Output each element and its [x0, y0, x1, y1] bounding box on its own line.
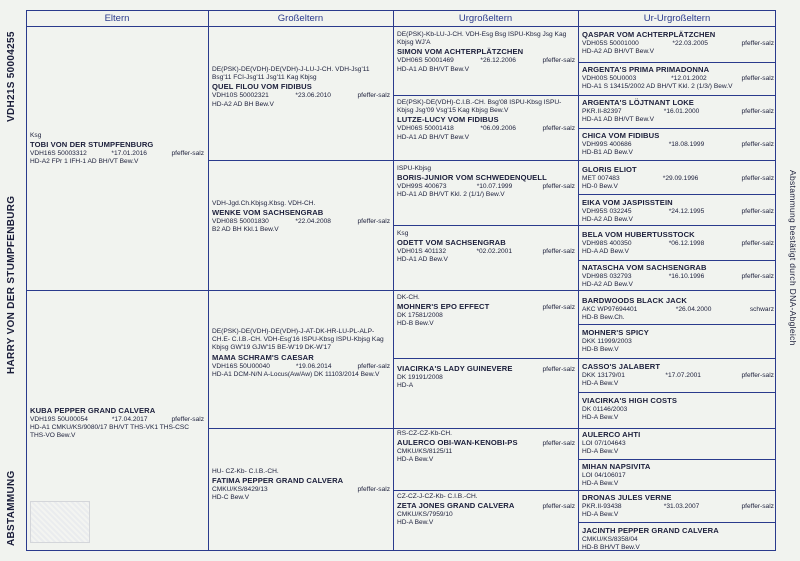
gggp5-color: pfeffer-salz	[741, 175, 774, 182]
ggp2-date: *06.09.2006	[480, 125, 516, 133]
row-divider	[208, 428, 776, 429]
ggp4-titles: Ksg	[397, 230, 409, 237]
gggp15-reg: PKR.II-93438	[582, 503, 622, 510]
gggp15-health: HD-A Bew.V	[582, 511, 619, 519]
col-divider	[578, 10, 579, 551]
row-divider	[393, 95, 776, 96]
gggp6-color: pfeffer-salz	[741, 208, 774, 215]
ggp2-color: pfeffer-salz	[542, 125, 575, 133]
gggp1-health: HD-A2 AD BH/VT Bew.V	[582, 48, 655, 56]
gggp2-date: *12.01.2002	[671, 75, 707, 82]
ggp2-titles: DE(PSK)-DE(VDH)-C.I.B.-CH. Bsg'08 ISPU-Kbsg ISPU-Kbjsg Jsg'09 Vsg'15 Kag Kbjsg Bew.V	[397, 99, 562, 115]
grandparent-4	[212, 468, 390, 503]
gggp7-name: BELA VOM HUBERTUSSTOCK	[582, 230, 695, 239]
gp3-name: MAMA SCHRAM'S CAESAR	[212, 352, 314, 362]
gp4-name: FATIMA PEPPER GRAND CALVERA	[212, 476, 344, 486]
gggp9-color: schwarz	[749, 306, 774, 313]
ggp5-color: pfeffer-salz	[542, 304, 575, 311]
gggp1-color: pfeffer-salz	[741, 40, 774, 47]
parent-dam	[30, 406, 204, 441]
gp2-titles: VDH-Jgd.Ch.Kbjsg.Kbsg. VDH-CH.	[212, 200, 316, 207]
ggp7-titles: RS-CZ-CZ-Kb-CH.	[397, 430, 452, 437]
gp4-reg: CMKU/KS/8429/13	[212, 486, 268, 494]
ggp6-health: HD-A	[397, 382, 414, 390]
ggp4-health: HD-A1 AD Bew.V	[397, 256, 448, 264]
gp1-color: pfeffer-salz	[357, 92, 390, 100]
gg-grandparent-9	[582, 296, 774, 322]
ggp4-color: pfeffer-salz	[542, 248, 575, 256]
sire-health: HD-A2 FPr 1 IFH-1 AD BH/VT Bew.V	[30, 158, 139, 166]
ggp1-health: HD-A1 AD BH/VT Bew.V	[397, 65, 470, 73]
gp1-date: *23.06.2010	[295, 92, 331, 100]
sire-color: pfeffer-salz	[171, 150, 204, 158]
gp2-reg: VDH08S 50001830	[212, 218, 269, 226]
ggp1-reg: VDH06S 50001469	[397, 57, 454, 65]
grandparent-2	[212, 200, 390, 235]
gggp4-health: HD-B1 AD Bew.V	[582, 149, 633, 157]
row-divider	[578, 392, 776, 393]
gg-grandparent-1	[582, 30, 774, 56]
gggp9-date: *26.04.2000	[675, 306, 712, 313]
ggp8-titles: CZ-CZ-J-CZ-Kb- C.I.B.-CH.	[397, 493, 478, 500]
gggp6-date: *24.12.1995	[668, 208, 705, 215]
gggp3-name: ARGENTA'S LÖJTNANT LOKE	[582, 98, 694, 107]
great-grandparent-5	[397, 294, 575, 329]
gggp3-health: HD-A1 AD BH/VT Bew.V	[582, 116, 655, 124]
gp1-name: QUEL FILOU VOM FIDIBUS	[212, 82, 312, 92]
ggp3-health: HD-A1 AD BH/VT Kkl. 2 (1/1/) Bew.V	[397, 191, 505, 199]
gggp4-color: pfeffer-salz	[741, 141, 774, 148]
gp3-health: HD-A1 DCM-N/N A-Locus(Aw/Aw) DK 11103/2014 Bew.V	[212, 370, 380, 378]
gggp5-reg: MET 007483	[582, 175, 620, 182]
great-grandparent-7	[397, 430, 575, 465]
ggp4-name: ODETT VOM SACHSENGRAB	[397, 238, 506, 248]
row-divider	[578, 128, 776, 129]
gggp2-name: ARGENTA'S PRIMA PRIMADONNA	[582, 65, 710, 74]
gggp3-date: *16.01.2000	[663, 108, 700, 115]
header-parents: Eltern	[26, 10, 208, 27]
ggp5-reg: DK 17581/2008	[397, 312, 443, 320]
gg-grandparent-7	[582, 230, 774, 256]
sire-date: *17.01.2016	[111, 150, 147, 158]
row-divider	[26, 290, 776, 291]
gg-grandparent-2	[582, 65, 774, 91]
row-divider	[578, 194, 776, 195]
dam-reg: VDH19S 50U00054	[30, 416, 88, 423]
ggp4-reg: VDH01S 401132	[397, 248, 446, 256]
gggp16-health: HD-B BH/VT Bew.V	[582, 544, 640, 552]
watermark-qr	[30, 501, 90, 543]
gggp5-health: HD-0 Bew.V	[582, 183, 618, 191]
great-grandparent-2	[397, 99, 575, 142]
gggp1-name: QASPAR VOM ACHTERPLÄTZCHEN	[582, 30, 716, 39]
gp3-date: *19.06.2014	[295, 362, 332, 370]
gp4-color: pfeffer-salz	[357, 486, 390, 494]
row-divider	[208, 160, 776, 161]
gggp6-reg: VDH95S 032245	[582, 208, 632, 215]
sire-tag: Ksg	[30, 132, 42, 139]
great-grandparent-1	[397, 31, 575, 74]
gggp7-reg: VDH98S 400350	[582, 240, 632, 247]
side-section-label: ABSTAMMUNG	[6, 470, 17, 546]
gg-grandparent-15	[582, 493, 774, 519]
gggp5-date: *29.09.1996	[662, 175, 699, 182]
gggp12-reg: DK 01146/2003	[582, 406, 628, 413]
row-divider	[578, 62, 776, 63]
gggp11-health: HD-A Bew.V	[582, 380, 619, 388]
gggp14-health: HD-A Bew.V	[582, 480, 619, 488]
ggp1-color: pfeffer-salz	[542, 57, 575, 65]
gggp15-color: pfeffer-salz	[741, 503, 774, 510]
gggp7-health: HD-A AD Bew.V	[582, 248, 629, 256]
ggp2-name: LUTZE-LUCY VOM FIDIBUS	[397, 115, 499, 125]
gg-grandparent-11	[582, 362, 774, 388]
ggp2-health: HD-A1 AD BH/VT Bew.V	[397, 133, 470, 141]
row-divider	[393, 225, 776, 226]
dam-date: *17.04.2017	[111, 416, 148, 423]
gp2-health: B2 AD BH Kkl.1 Bew.V	[212, 226, 279, 234]
ggp8-color: pfeffer-salz	[542, 503, 575, 510]
gggp11-date: *17.07.2001	[665, 372, 701, 379]
gggp1-reg: VDH05S 50001000	[582, 40, 639, 47]
ggp6-reg: DK 19191/2008	[397, 374, 443, 381]
header-grandparents: Großeltern	[208, 10, 393, 27]
gggp7-color: pfeffer-salz	[741, 240, 774, 247]
gggp9-health: HD-B Bew.Ch.	[582, 314, 625, 322]
row-divider	[578, 324, 776, 325]
gggp7-date: *06.12.1998	[668, 240, 705, 247]
gp3-color: pfeffer-salz	[357, 362, 390, 370]
great-grandparent-3	[397, 165, 575, 200]
gp3-titles: DE(PSK)-DE(VDH)-DE(VDH)-J-AT-DK-HR-LU-PL-ALP-CH.E- C.I.B.-CH. VDH-Esg'16 ISPU-Kbsg ISPU-Kbjsg Kag Kbjsg GW'19 GJW'15 BE-W'19 DK-W'17	[212, 328, 384, 352]
gg-grandparent-6	[582, 198, 774, 224]
gp2-date: *22.04.2008	[295, 218, 331, 226]
ggp1-name: SIMON VOM ACHTERPLÄTZCHEN	[397, 47, 524, 57]
gggp9-name: BARDWOODS BLACK JACK	[582, 296, 687, 305]
gggp11-name: CASSO'S JALABERT	[582, 362, 661, 371]
gggp10-reg: DKK 11999/2003	[582, 338, 632, 345]
dam-health-2: THS-VO Bew.V	[30, 432, 76, 440]
gggp8-date: *16.10.1996	[668, 273, 705, 280]
gp3-reg: VDH16S 50U00040	[212, 362, 270, 370]
dam-name: KUBA PEPPER GRAND CALVERA	[30, 406, 156, 415]
gp1-health: HD-A2 AD BH Bew.V	[212, 100, 274, 108]
gp1-titles: DE(PSK)-DE(VDH)-DE(VDH)-J-LU-J-CH. VDH-Jsg'11 Bsg'11 FCI-Jsg'11 Jsg'11 Kag Kbjsg	[212, 66, 370, 82]
gggp10-name: MOHNER'S SPICY	[582, 328, 649, 337]
gg-grandparent-8	[582, 263, 774, 289]
gggp16-name: JACINTH PEPPER GRAND CALVERA	[582, 526, 719, 535]
ggp3-date: *10.07.1999	[476, 183, 513, 191]
sire-name: TOBI VON DER STUMPFENBURG	[30, 140, 154, 150]
gp2-name: WENKE VOM SACHSENGRAB	[212, 208, 324, 218]
gggp4-name: CHICA VOM FIDIBUS	[582, 131, 660, 140]
ggp7-color: pfeffer-salz	[542, 440, 575, 447]
gp4-health: HD-C Bew.V	[212, 494, 250, 502]
ggp3-reg: VDH99S 400673	[397, 183, 447, 191]
gggp6-name: EIKA VOM JASPISSTEIN	[582, 198, 673, 207]
row-divider	[393, 490, 776, 491]
gggp3-reg: PKR.II-82397	[582, 108, 622, 115]
ggp7-health: HD-A Bew.V	[397, 456, 434, 464]
gggp11-reg: DKK 13179/01	[582, 372, 625, 379]
gggp4-date: *18.08.1999	[668, 141, 705, 148]
sire-reg: VDH16S 50003312	[30, 150, 87, 158]
gg-grandparent-13	[582, 430, 774, 456]
grandparent-3	[212, 328, 390, 379]
row-divider	[393, 358, 776, 359]
ggp4-date: *02.02.2001	[476, 248, 513, 256]
side-dog-name: HARRY VON DER STUMPFENBURG	[6, 195, 17, 374]
row-divider	[578, 260, 776, 261]
gggp3-color: pfeffer-salz	[741, 108, 774, 115]
dam-health: HD-A1 CMKU/KS/9080/17 BH/VT THS-VK1 THS-CSC	[30, 424, 190, 432]
col-divider	[208, 10, 209, 551]
gp1-reg: VDH10S 50002321	[212, 92, 269, 100]
ggp2-reg: VDH06S 50001418	[397, 125, 454, 133]
gp2-color: pfeffer-salz	[357, 218, 390, 226]
gggp4-reg: VDH99S 400686	[582, 141, 632, 148]
row-divider	[578, 459, 776, 460]
gg-grandparent-16	[582, 526, 774, 552]
gggp13-name: AULERCO AHTI	[582, 430, 641, 439]
gggp8-health: HD-A2 AD Bew.V	[582, 281, 633, 289]
gggp15-name: DRONAS JULES VERNE	[582, 493, 672, 502]
ggp6-name: VIACIRKA'S LADY GUINEVERE	[397, 364, 513, 373]
grandparent-1	[212, 66, 390, 109]
great-grandparent-6	[397, 364, 575, 390]
gggp13-reg: LOI 07/104643	[582, 440, 626, 447]
gggp8-color: pfeffer-salz	[741, 273, 774, 280]
ggp6-color: pfeffer-salz	[542, 365, 575, 373]
header-great-grandparents: Urgroßeltern	[393, 10, 578, 27]
col-divider	[393, 10, 394, 551]
dam-color: pfeffer-salz	[171, 416, 204, 423]
gggp9-reg: AKC WP97694401	[582, 306, 638, 313]
ggp5-health: HD-B Bew.V	[397, 320, 434, 328]
gggp16-reg: CMKU/KS/8358/04	[582, 536, 638, 543]
gp4-titles: HU- CZ-Kb- C.I.B.-CH.	[212, 468, 279, 475]
row-divider	[578, 522, 776, 523]
gg-grandparent-14	[582, 462, 774, 488]
gggp2-reg: VDH00S 50U0003	[582, 75, 637, 82]
gggp1-date: *22.03.2005	[672, 40, 708, 47]
ggp5-titles: DK-CH.	[397, 294, 420, 301]
gg-grandparent-10	[582, 328, 774, 354]
gg-grandparent-12	[582, 396, 774, 422]
ggp3-titles: ISPU-Kbjsg	[397, 165, 432, 172]
gg-grandparent-5	[582, 165, 774, 191]
ggp1-titles: DE(PSK)-Kb-LU-J-CH. VDH-Esg Bsg ISPU-Kbsg Jsg Kag Kbjsg WJ'A	[397, 31, 567, 47]
ggp8-name: ZETA JONES GRAND CALVERA	[397, 501, 515, 511]
side-registration: VDH21S 50004255	[6, 31, 17, 122]
great-grandparent-8	[397, 493, 575, 528]
parent-sire	[30, 132, 204, 167]
gggp8-reg: VDH98S 032793	[582, 273, 632, 280]
gggp2-health: HD-A1 S 13415/2002 AD BH/VT Kkl. 2 (1/3/) Bew.V	[582, 83, 733, 91]
gggp8-name: NATASCHA VOM SACHSENGRAB	[582, 263, 707, 272]
gg-grandparent-4	[582, 131, 774, 157]
gggp11-color: pfeffer-salz	[741, 372, 774, 379]
ggp5-name: MOHNER'S EPO EFFECT	[397, 302, 490, 312]
ggp7-reg: CMKU/KS/8125/11	[397, 448, 453, 456]
gggp5-name: GLORIS ELIOT	[582, 165, 637, 174]
gg-grandparent-3	[582, 98, 774, 124]
ggp8-reg: CMKU/KS/7959/10	[397, 511, 453, 519]
header-great-great-grandparents: Ur-Urgroßeltern	[578, 10, 776, 27]
gggp12-health: HD-A Bew.V	[582, 414, 619, 422]
ggp7-name: AULERCO OBI-WAN-KENOBI-PS	[397, 438, 518, 448]
great-grandparent-4	[397, 230, 575, 265]
gggp14-reg: LOI 04/106017	[582, 472, 626, 479]
ggp3-color: pfeffer-salz	[542, 183, 575, 191]
gggp10-health: HD-B Bew.V	[582, 346, 619, 354]
gggp14-name: MIHAN NAPSIVITA	[582, 462, 651, 471]
gggp15-date: *31.03.2007	[663, 503, 700, 510]
gggp2-color: pfeffer-salz	[741, 75, 774, 82]
gggp13-health: HD-A Bew.V	[582, 448, 619, 456]
ggp1-date: *26.12.2006	[480, 57, 516, 65]
gggp6-health: HD-A2 AD Bew.V	[582, 216, 633, 224]
ggp8-health: HD-A Bew.V	[397, 519, 434, 527]
ggp3-name: BORIS-JUNIOR VOM SCHWEDENQUELL	[397, 173, 547, 183]
side-dna-note: Abstammung bestätigt durch DNA-Abgleich	[788, 170, 798, 346]
gggp12-name: VIACIRKA'S HIGH COSTS	[582, 396, 678, 405]
